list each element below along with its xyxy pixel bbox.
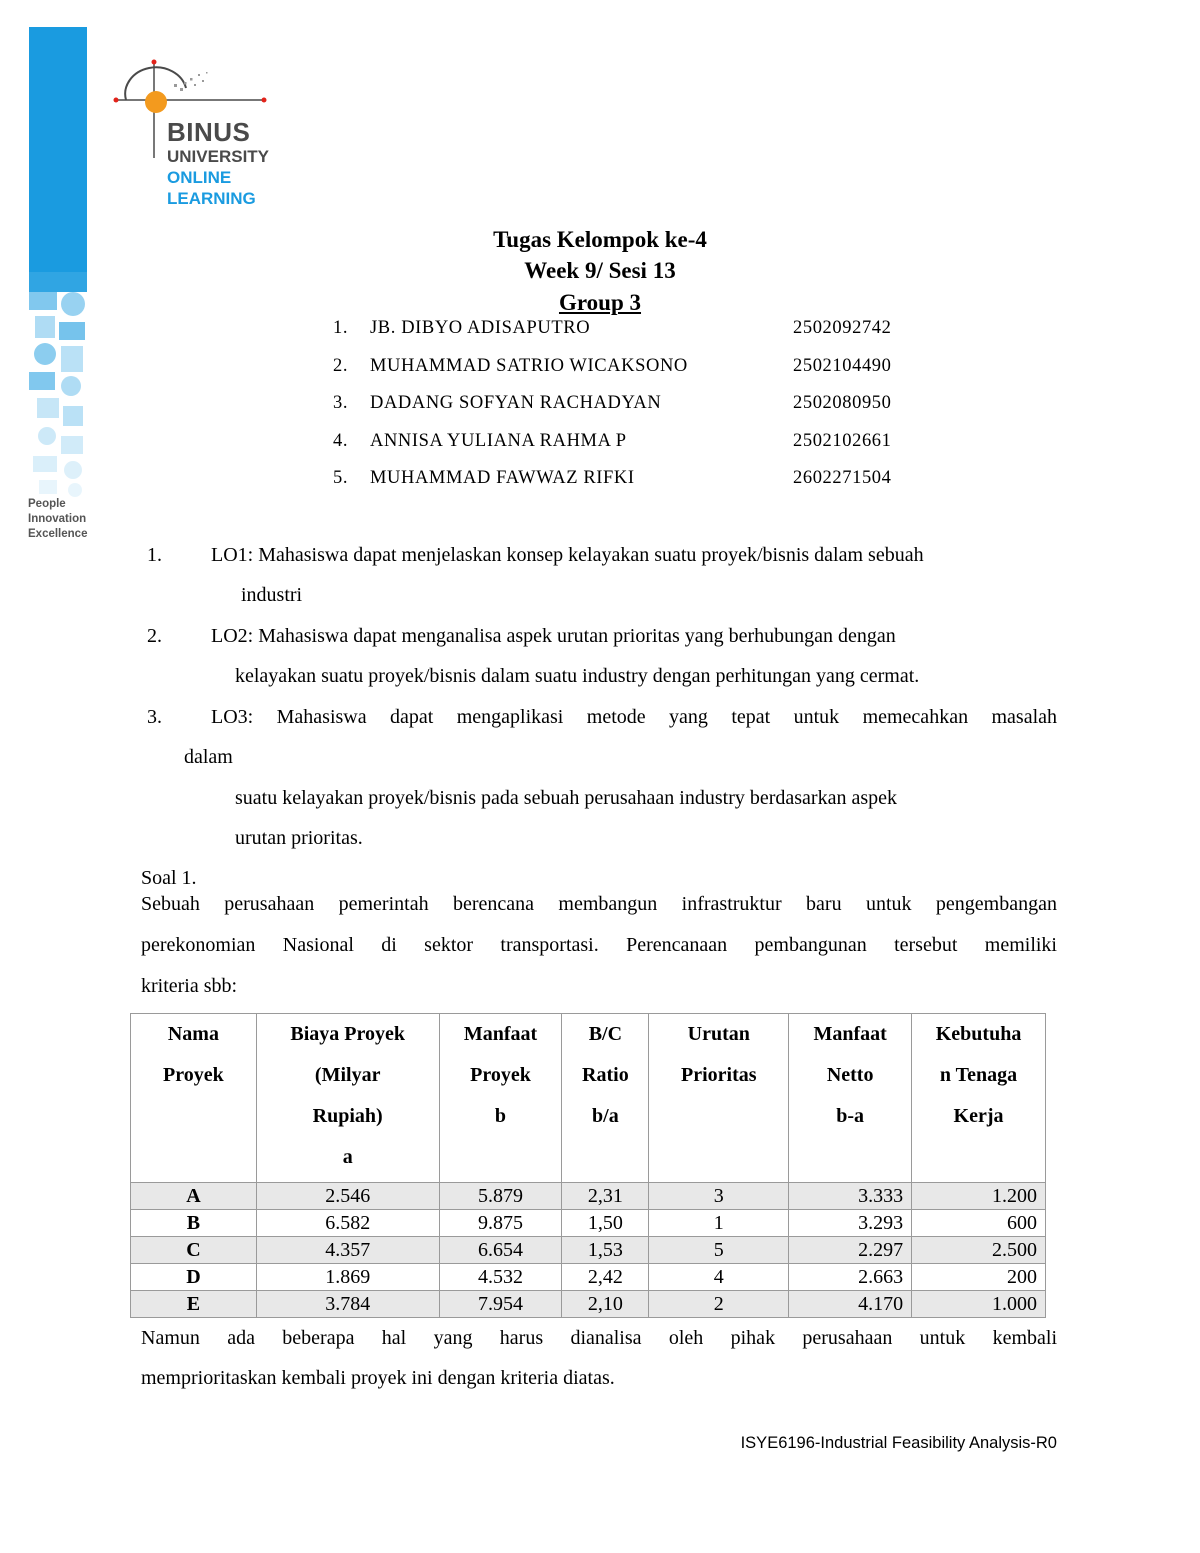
cell-net-benefit: 3.333 [789,1183,912,1210]
question-text-line1: Sebuah perusahaan pemerintah berencana membangun infrastruktur baru untuk pengembangan [141,893,1057,915]
cell-cost: 3.784 [256,1291,439,1318]
cell-net-benefit: 4.170 [789,1291,912,1318]
question-text-line2: perekonomian Nasional di sektor transportasi. Perencanaan pembangunan tersebut memiliki [141,934,1057,956]
table-header-row [131,1014,1046,1183]
cell-project: C [131,1237,257,1264]
tagline-excellence: Excellence [28,528,88,540]
table-row [131,1264,1046,1291]
member-number: 5. [333,468,349,488]
member-number: 2. [333,355,349,376]
question-text-line3: kriteria sbb: [141,975,238,997]
table-row [131,1183,1046,1210]
cell-priority: 1 [649,1210,789,1237]
cell-priority: 3 [649,1183,789,1210]
cell-benefit: 5.879 [439,1183,562,1210]
lo2-number: 2. [147,625,162,647]
cell-priority: 2 [649,1291,789,1318]
table-row [131,1210,1046,1237]
lo1-text-cont: industri [241,584,303,606]
cell-net-benefit: 3.293 [789,1210,912,1237]
week-session: Week 9/ Sesi 13 [524,258,676,283]
member-number: 4. [333,430,349,451]
header-manfaat-proyek: Manfaat Proyek b [439,1014,562,1183]
member-nim: 2502080950 [793,393,892,413]
table-row [131,1237,1046,1264]
lo2-text-cont: kelayakan suatu proyek/bisnis dalam suatu industry dengan perhitungan yang cermat. [235,665,920,687]
lo3-text-cont2: suatu kelayakan proyek/bisnis pada sebuah perusahaan industry berdasarkan aspek [235,787,898,809]
member-list [333,318,933,506]
member-row [333,431,933,469]
cell-project: D [131,1264,257,1291]
member-name: MUHAMMAD SATRIO WICAKSONO [370,355,688,376]
member-name: ANNISA YULIANA RAHMA P [370,430,627,451]
cell-benefit: 4.532 [439,1264,562,1291]
header-kebutuhan-tenaga-kerja: Kebutuha n Tenaga Kerja [912,1014,1046,1183]
member-nim: 2602271504 [793,468,892,488]
cell-labor: 2.500 [912,1237,1046,1264]
cell-cost: 6.582 [256,1210,439,1237]
logo-learning: LEARNING [167,189,256,208]
member-row [333,468,933,506]
lo2-text: LO2: Mahasiswa dapat menganalisa aspek urutan prioritas yang berhubungan dengan [211,625,896,647]
lo3-text: LO3: Mahasiswa dapat mengaplikasi metode yang tepat untuk memecahkan masalah [211,706,1057,728]
cell-bc-ratio: 2,31 [562,1183,649,1210]
member-number: 1. [333,318,349,338]
lo1-text: LO1: Mahasiswa dapat menjelaskan konsep kelayakan suatu proyek/bisnis dalam sebuah [211,544,924,566]
lo3-text-cont3: urutan prioritas. [235,827,363,849]
course-footer: ISYE6196-Industrial Feasibility Analysis-R0 [740,1434,1057,1452]
logo-online: ONLINE [167,168,232,187]
cell-cost: 2.546 [256,1183,439,1210]
lo3-number: 3. [147,706,162,728]
member-name: MUHAMMAD FAWWAZ RIFKI [370,468,635,488]
cell-labor: 1.200 [912,1183,1046,1210]
table-row [131,1291,1046,1318]
assignment-title: Tugas Kelompok ke-4 [493,227,707,252]
member-name: DADANG SOFYAN RACHADYAN [370,393,662,413]
cell-bc-ratio: 1,53 [562,1237,649,1264]
cell-benefit: 9.875 [439,1210,562,1237]
header-bc-ratio: B/C Ratio b/a [562,1014,649,1183]
header-manfaat-netto: Manfaat Netto b-a [789,1014,912,1183]
member-nim: 2502092742 [793,318,892,338]
member-number: 3. [333,393,349,413]
cell-labor: 600 [912,1210,1046,1237]
logo-binus: BINUS [167,117,251,147]
tagline [28,497,87,542]
cell-labor: 1.000 [912,1291,1046,1318]
member-nim: 2502104490 [793,355,892,376]
tagline-innovation: Innovation [28,513,87,525]
header-biaya-proyek: Biaya Proyek (Milyar Rupiah) a [256,1014,439,1183]
header-nama-proyek: Nama Proyek [131,1014,257,1183]
cell-bc-ratio: 2,42 [562,1264,649,1291]
closing-line2: memprioritaskan kembali proyek ini dengan kriteria diatas. [141,1367,615,1389]
cell-project: A [131,1183,257,1210]
cell-net-benefit: 2.663 [789,1264,912,1291]
member-row [333,393,933,431]
member-row [333,356,933,394]
cell-net-benefit: 2.297 [789,1237,912,1264]
cell-bc-ratio: 1,50 [562,1210,649,1237]
cell-cost: 1.869 [256,1264,439,1291]
header-urutan-prioritas: Urutan Prioritas [649,1014,789,1183]
lo1-number: 1. [147,544,162,566]
logo-wordmark [167,118,269,209]
cell-project: E [131,1291,257,1318]
tagline-people: People [28,498,66,510]
cell-project: B [131,1210,257,1237]
criteria-table [130,1013,1046,1318]
cell-priority: 4 [649,1264,789,1291]
cell-priority: 5 [649,1237,789,1264]
cell-benefit: 7.954 [439,1291,562,1318]
cell-cost: 4.357 [256,1237,439,1264]
closing-line1: Namun ada beberapa hal yang harus dianalisa oleh pihak perusahaan untuk kembali [141,1327,1057,1349]
cell-labor: 200 [912,1264,1046,1291]
group-label: Group 3 [558,290,642,315]
lo3-text-cont: dalam [184,746,233,768]
logo-university: UNIVERSITY [167,147,270,166]
cell-bc-ratio: 2,10 [562,1291,649,1318]
member-row [333,318,933,356]
cell-benefit: 6.654 [439,1237,562,1264]
member-name: JB. DIBYO ADISAPUTRO [370,318,591,338]
question-label: Soal 1. [141,867,197,889]
member-nim: 2502102661 [793,430,892,451]
